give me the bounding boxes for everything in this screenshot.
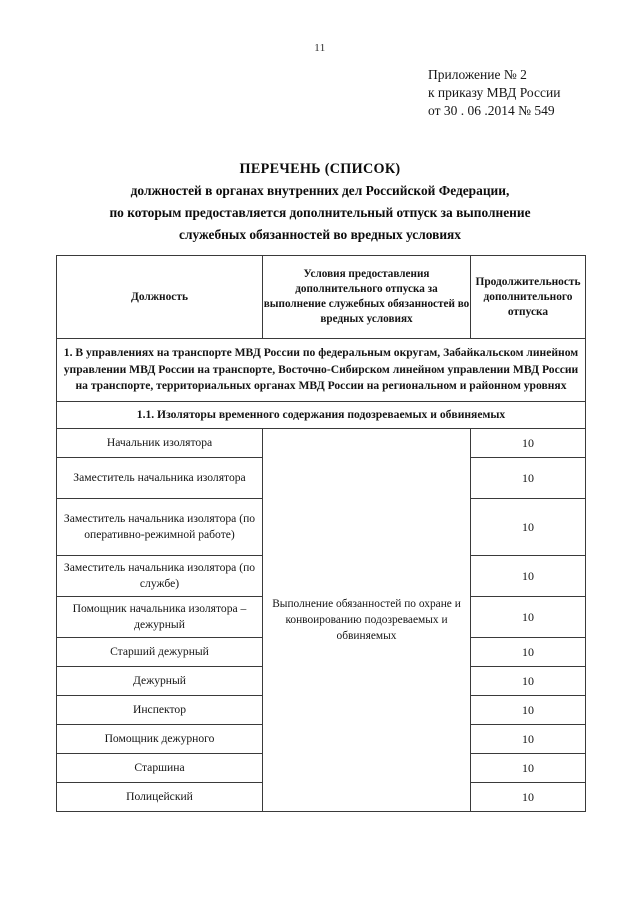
duration-value: 10: [471, 597, 586, 638]
table-header-duration: Продолжительность дополнительного отпуска: [471, 256, 586, 339]
duration-value: 10: [471, 458, 586, 499]
position-name: Заместитель начальника изолятора (по службе): [57, 556, 263, 597]
page-title: [30, 158, 610, 246]
position-name: Заместитель начальника изолятора (по оперативно-режимной работе): [57, 499, 263, 556]
duration-value: 10: [471, 667, 586, 696]
duration-value: 10: [471, 638, 586, 667]
subsection-heading-1-1: 1.1. Изоляторы временного содержания подозреваемых и обвиняемых: [57, 402, 586, 429]
position-name: Начальник изолятора: [57, 429, 263, 458]
page-number: 11: [314, 42, 326, 54]
duration-value: 10: [471, 725, 586, 754]
title-line-4: служебных обязанностей во вредных условиях: [179, 227, 461, 242]
duration-value: 10: [471, 556, 586, 597]
title-line-3: по которым предоставляется дополнительный отпуск за выполнение: [109, 205, 531, 220]
position-name: Помощник начальника изолятора – дежурный: [57, 597, 263, 638]
position-name: Дежурный: [57, 667, 263, 696]
duration-value: 10: [471, 499, 586, 556]
table-header-conditions: Условия предоставления дополнительного отпуска за выполнение служебных обязанностей во вредных условиях: [263, 256, 471, 339]
duration-value: 10: [471, 754, 586, 783]
section-heading-1: 1. В управлениях на транспорте МВД России по федеральным округам, Забайкальском линейном управлении МВД России на транспорте, Восточно-Сибирском линейном управлении МВД России на транспорте, территориальных органах МВД России на региональном и районном уровнях: [57, 339, 586, 402]
duration-value: 10: [471, 696, 586, 725]
table-header-row: [57, 256, 586, 339]
position-name: Помощник дежурного: [57, 725, 263, 754]
table-body: [57, 256, 586, 812]
table-row: [57, 429, 586, 458]
section-heading-row: [57, 339, 586, 402]
position-name: Старший дежурный: [57, 638, 263, 667]
appendix-reference-block: [428, 66, 638, 120]
positions-table-wrapper: [56, 255, 585, 812]
positions-table: [56, 255, 586, 812]
appendix-order-date-number: от 30 . 06 .2014 № 549: [428, 103, 555, 118]
duration-value: 10: [471, 783, 586, 812]
title-line-2: должностей в органах внутренних дел Российской Федерации,: [130, 183, 510, 198]
duration-value: 10: [471, 429, 586, 458]
appendix-order-authority: к приказу МВД России: [428, 85, 561, 100]
position-name: Старшина: [57, 754, 263, 783]
table-header-position: Должность: [57, 256, 263, 339]
position-name: Полицейский: [57, 783, 263, 812]
subsection-heading-row: [57, 402, 586, 429]
conditions-merged-cell: Выполнение обязанностей по охране и конвоированию подозреваемых и обвиняемых: [263, 429, 471, 812]
position-name: Инспектор: [57, 696, 263, 725]
appendix-number: Приложение № 2: [428, 67, 527, 82]
position-name: Заместитель начальника изолятора: [57, 458, 263, 499]
title-line-1: ПЕРЕЧЕНЬ (СПИСОК): [239, 161, 401, 177]
